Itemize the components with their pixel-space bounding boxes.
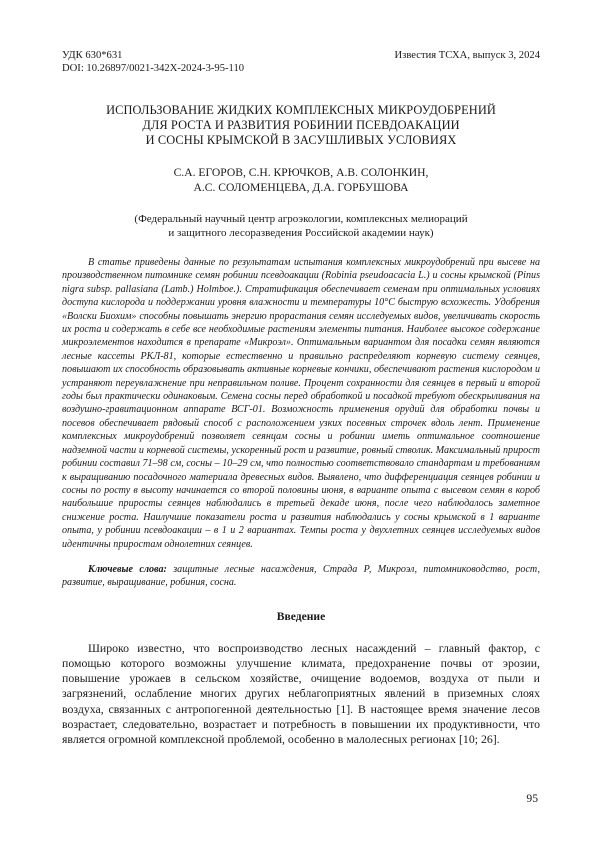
keywords [62, 563, 540, 590]
doi: DOI: 10.26897/0021-342X-2024-3-95-110 [62, 62, 245, 74]
authors-line: А.С. СОЛОМЕНЦЕВА, Д.А. ГОРБУШОВА [193, 180, 409, 194]
header-identifiers [62, 50, 244, 75]
authors-line: С.А. ЕГОРОВ, С.Н. КРЮЧКОВ, А.В. СОЛОНКИН, [173, 166, 429, 179]
journal-issue: Известия ТСХА, выпуск 3, 2024 [394, 50, 540, 61]
abstract: В статье приведены данные по результатам испытания комплексных микроудобрений при высеве на производственном питомнике семян робинии псевдоакации (Robinia pseudoacacia L.) и сосны крымской (Pinus nigra subsp. pallasiana (Lamb.) Holmboe.). Стратификация обеспечивает семенам при оптимальных условиях доступа кислорода и поддержании уровня влажности и температуры 10°С быструю всхожесть. Удобрения «Волски Биохим» способны повышать энергию прорастания семян исследуемых видов, увеличивать скорость их роста и содержать в себе все необходимые растениям элементы питания. Наиболее высокое содержание микроэлементов находится в препарате «Микроэл». Оптимальным вариантом для посадки семян являются лесные кассеты РКЛ-81, которые естественно и правильно распределяют корневую систему сеянцев, повышают их способность образовывать активные корневые кончики, обеспечивают растения кислородом и устраняют переувлажнение при неправильном поливе. Процент сохранности для сеянцев в первый и второй годы был практически одинаковым. Семена сосны перед обработкой и посадкой требуют обескрыливания на воздушно-гравитационном аппарате ВСГ-01. Возможность применения орудий для обработки почвы и посевов обеспечивает рядовый способ с расположением узких посевных строчек вдоль лент. Применение комплексных микроудобрений позволяет сеянцам сосны и робинии иметь оптимальное соотношение надземной части и корневой системы, ускоренный рост и развитие, ровный стволик. Максимальный прирост робинии составил 71–98 см, сосны – 10–29 см, что полностью соответствовало стандартам и требованиям к выращиванию посадочного материала древесных видов. Выявлено, что дифференциация сеянцев робинии и сосны по росту в высоту начинается со второй половины июня, в варианте опыта с высевом семян в короб наибольшие приросты сеянцев наблюдались в третьей декаде июня, после чего наблюдалось заметное снижение роста. Наилучшие показатели роста и развития наблюдались у сосны крымской в 1 варианте опыта, у робинии псевдоакации – в 1 и 2 вариантах. Темпы роста у двухлетних сеянцев исследуемых видов идентичны приростам однолетних сеянцев. [62, 257, 540, 550]
authors [62, 166, 540, 195]
affiliation-line: (Федеральный научный центр агроэкологии, комплексных мелиораций [134, 213, 468, 225]
title-line: ДЛЯ РОСТА И РАЗВИТИЯ РОБИНИИ ПСЕВДОАКАЦИИ [142, 118, 460, 132]
udk-code: УДК 630*631 [62, 50, 123, 61]
affiliation-line: и защитного лесоразведения Российской академии наук) [168, 226, 434, 239]
affiliation [62, 213, 540, 240]
section-heading: Введение [276, 609, 326, 623]
running-header [62, 50, 540, 75]
keywords-label: Ключевые слова: [88, 563, 167, 575]
article-page [62, 50, 540, 759]
article-title [62, 103, 540, 148]
title-line: И СОСНЫ КРЫМСКОЙ В ЗАСУШЛИВЫХ УСЛОВИЯХ [145, 133, 457, 147]
keywords-text: защитные лесные насаждения, Страда Р, Микроэл, питомниководство, рост, развитие, выращивание, робиния, сосна. [62, 563, 540, 589]
intro-paragraph: Широко известно, что воспроизводство лесных насаждений – главный фактор, с помощью которого возможны улучшение климата, предохранение почвы от эрозии, повышение урожаев в сельском хозяйстве, очищение водоемов, воздуха от пыли и загрязнений, ослабление многих других неблагоприятных явлений в приземных слоях воздуха, связанных с антропогенной деятельностью [1]. В настоящее время значение лесов возрастает, следовательно, возрастает и потребность в повышении их продуктивности, что является огромной комплексной проблемой, особенно в малолесных регионах [10; 26]. [62, 640, 540, 746]
page-number: 95 [526, 792, 538, 805]
title-line: ИСПОЛЬЗОВАНИЕ ЖИДКИХ КОМПЛЕКСНЫХ МИКРОУДОБРЕНИЙ [106, 103, 496, 117]
